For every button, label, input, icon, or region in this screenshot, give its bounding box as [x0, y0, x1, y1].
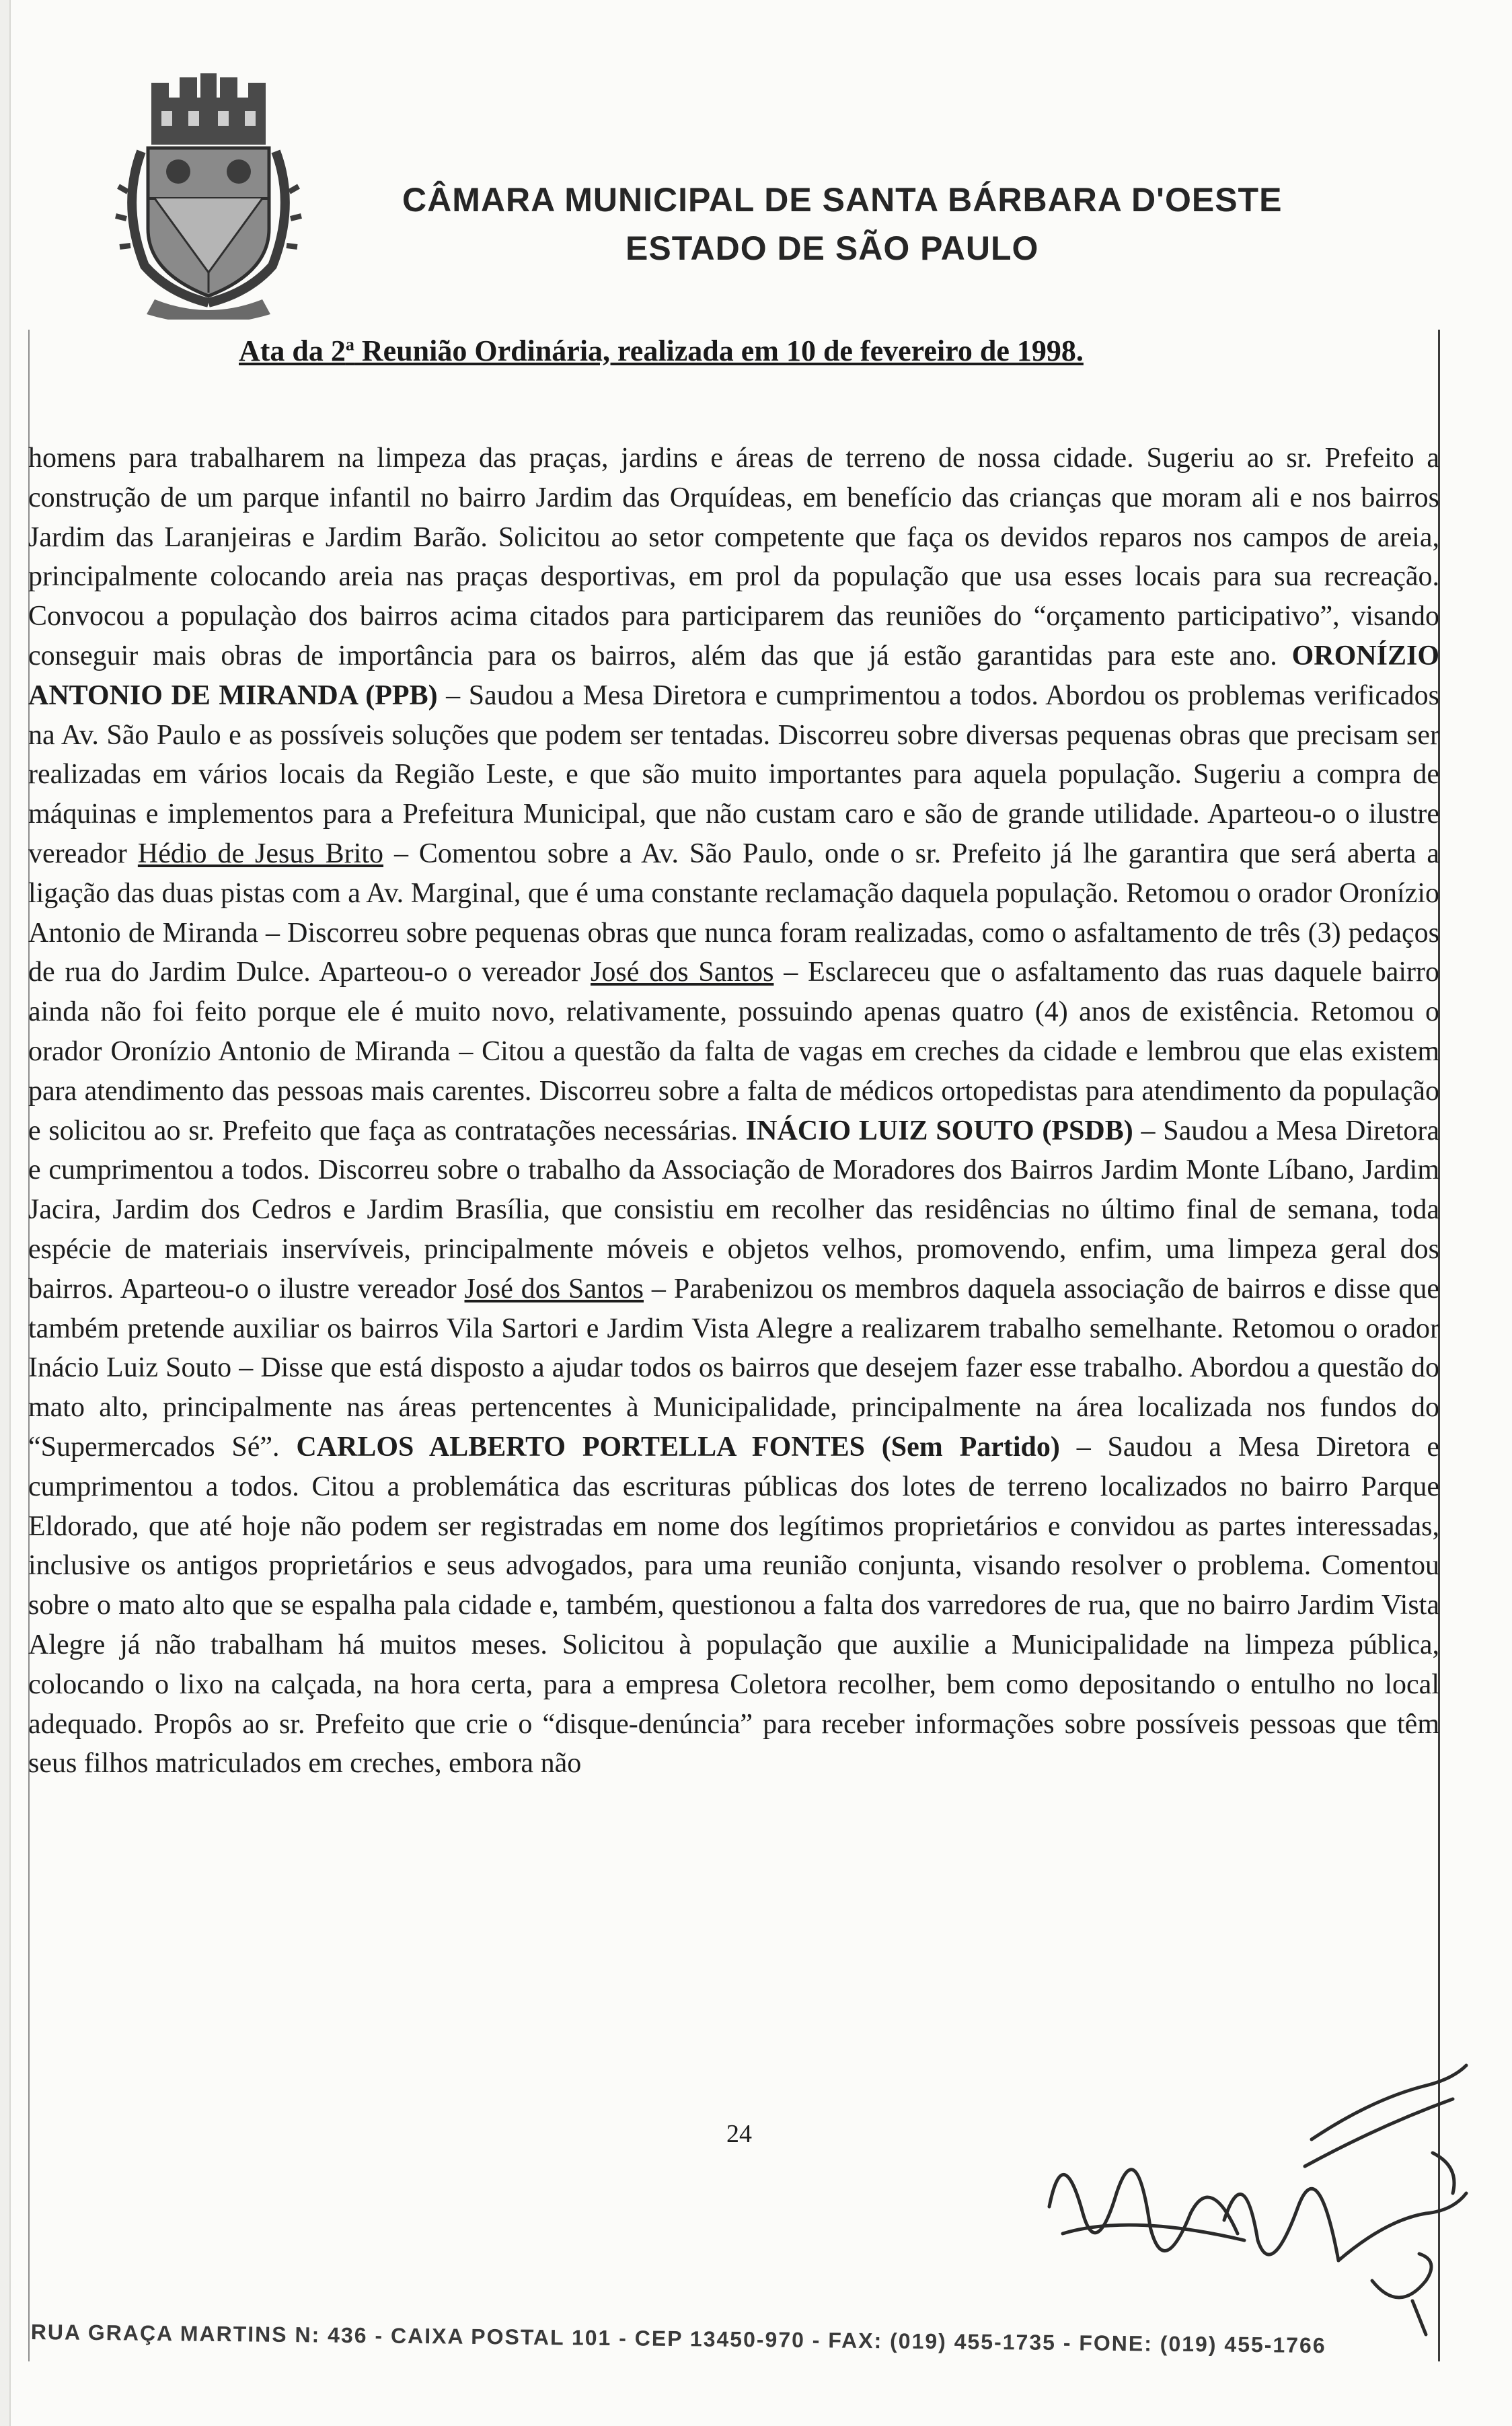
ordinal-indicator: a — [345, 334, 354, 355]
aparte-member-name: José dos Santos — [464, 1273, 644, 1304]
aparte-member-name: José dos Santos — [591, 957, 774, 988]
state-name: ESTADO DE SÃO PAULO — [626, 229, 1039, 267]
page-edge — [0, 0, 11, 2426]
institution-name: CÂMARA MUNICIPAL DE SANTA BÁRBARA D'OESTE — [402, 181, 1283, 219]
municipal-coat-of-arms — [114, 71, 303, 320]
footer-address: RUA GRAÇA MARTINS N: 436 - CAIXA POSTAL 101 - CEP 13450-970 - FAX: (019) 455-1735 - FONE: (019) 455-1766 — [30, 2320, 1326, 2358]
document-title: Ata da 2$^a$ Reunião Ordinária, realizada em 10 de fevereiro de 1998. — [239, 334, 1084, 367]
handwritten-signatures — [1022, 2059, 1493, 2341]
aparte-member-name: Hédio de Jesus Brito — [137, 838, 384, 869]
minutes-body: homens para trabalharem na limpeza das praças, jardins e áreas de terreno de nossa cidade. Sugeriu ao sr. Prefeito a construção de um parque infantil no bairro Jardim das Orquídeas, em benefício das crianças que moram ali e nos bairros Jardim das Laranjeiras e Jardim Barão. Solicitou ao setor competente que faça os devidos reparos nos campos de areia, principalmente colocando areia nas praças desportivas, em prol da população que usa esses locais para sua recreação. Convocou a populaçào dos bairros acima citados para participarem das reuniões do “orçamento participativo”, visando conseguir mais obras de importância para os bairros, além das que já estão garantidas para este ano. ORONÍZIO ANTONIO DE MIRANDA (PPB) – Saudou a Mesa Diretora e cumprimentou a todos. Abordou os problemas verificados na Av. São Paulo e as possíveis soluções que podem ser tentadas. Discorreu sobre diversas pequenas obras que precisam ser realizadas em vários locais da Região Leste, e que são muito importantes para aquela população. Sugeriu a compra de máquinas e implementos para a Prefeitura Municipal, que não custam caro e são de grande utilidade. Aparteou-o o ilustre vereador Hédio de Jesus Brito – Comentou sobre a Av. São Paulo, onde o sr. Prefeito já lhe garantira que será aberta a ligação das duas pistas com a Av. Marginal, que é uma constante reclamação daquela população. Retomou o orador Oronízio Antonio de Miranda – Discorreu sobre pequenas obras que nunca foram realizadas, como o asfaltamento de três (3) pedaços de rua do Jardim Dulce. Aparteou-o o vereador José dos Santos – Esclareceu que o asfaltamento das ruas daquele bairro ainda não foi feito porque ele é muito novo, relativamente, possuindo apenas quatro (4) anos de existência. Retomou o orador Oronízio Antonio de Miranda – Citou a questão da falta de vagas em creches da cidade e lembrou que elas existem para atendimento das pessoas mais carentes. Discorreu sobre a falta de médicos ortopedistas para atendimento da população e solicitou ao sr. Prefeito que faça as contratações necessárias. INÁCIO LUIZ SOUTO (PSDB) – Saudou a Mesa Diretora e cumprimentou a todos. Discorreu sobre o trabalho da Associação de Moradores dos Bairros Jardim Monte Líbano, Jardim Jacira, Jardim dos Cedros e Jardim Brasília, que consistiu em recolher das residências no último final de semana, toda espécie de materiais inservíveis, principalmente móveis e objetos velhos, promovendo, enfim, uma limpeza geral dos bairros. Aparteou-o o ilustre vereador José dos Santos – Parabenizou os membros daquela associação de bairros e disse que também pretende auxiliar os bairros Vila Sartori e Jardim Vista Alegre a realizarem trabalho semelhante. Retomou o orador Inácio Luiz Souto – Disse que está disposto a ajudar todos os bairros que desejem fazer esse trabalho. Abordou a questão do mato alto, principalmente nas áreas pertencentes à Municipalidade, principalmente na área localizada nos fundos do “Supermercados Sé”. CARLOS ALBERTO PORTELLA FONTES (Sem Partido) – Saudou a Mesa Diretora e cumprimentou a todos. Citou a problemática das escrituras públicas dos lotes de terreno localizados no bairro Parque Eldorado, que até hoje não podem ser registradas em nome dos legítimos proprietários e convidou as partes interessadas, inclusive os antigos proprietários e seus advogados, para uma reunião conjunta, visando resolver o problema. Comentou sobre o mato alto que se espalha pala cidade e, também, questionou a falta dos varredores de rua, que no bairro Jardim Vista Alegre já não trabalham há muitos meses. Solicitou à população que auxilie a Municipalidade na limpeza pública, colocando o lixo na calçada, na hora certa, para a empresa Coletora recolher, bem como depositando o entulho no local adequado. Propôs ao sr. Prefeito que crie o “disque-denúncia” para receber informações sobre possíveis pessoas que têm seus filhos matriculados em creches, embora não — [28, 443, 1440, 1779]
speaker-name: ORONÍZIO ANTONIO DE MIRANDA (PPB) — [28, 640, 1439, 711]
speaker-name: INÁCIO LUIZ SOUTO (PSDB) — [745, 1115, 1133, 1146]
page-number: 24 — [726, 2120, 752, 2148]
speaker-name: CARLOS ALBERTO PORTELLA FONTES (Sem Partido) — [296, 1431, 1060, 1463]
